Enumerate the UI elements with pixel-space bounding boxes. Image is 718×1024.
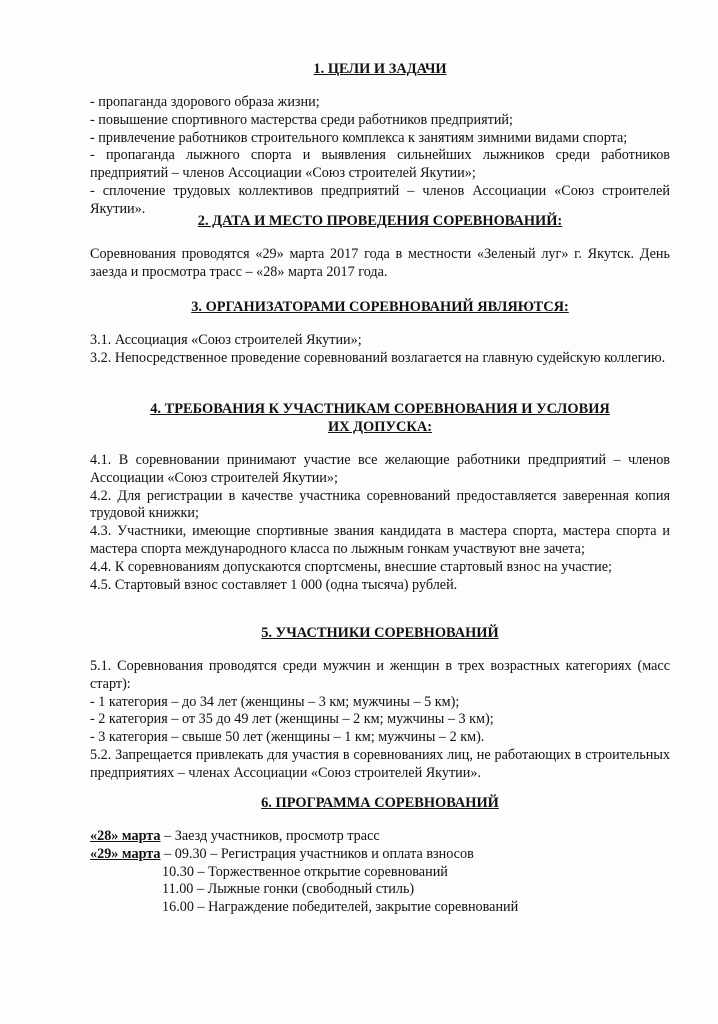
program-text: – Заезд участников, просмотр трасс [160, 828, 380, 844]
section-1-heading: 1. ЦЕЛИ И ЗАДАЧИ [313, 61, 447, 77]
section-4-heading: 4. ТРЕБОВАНИЯ К УЧАСТНИКАМ СОРЕВНОВАНИЯ И УСЛОВИЯ ИХ ДОПУСКА: [150, 401, 610, 435]
program-schedule [90, 828, 650, 917]
section-1-item: - привлечение работников строительного комплекса к занятиям зимними видами спорта; [90, 129, 628, 146]
section-3-body [90, 332, 670, 368]
program-row [90, 899, 650, 917]
section-5-item: 5.1. Соревнования проводятся среди мужчин и женщин в трех возрастных категориях (масс старт): [90, 658, 670, 692]
program-text: 10.30 – Торжественное открытие соревнований [162, 863, 448, 880]
section-3-heading: 3. ОРГАНИЗАТОРАМИ СОРЕВНОВАНИЙ ЯВЛЯЮТСЯ: [191, 299, 569, 315]
section-3-item: 3.1. Ассоциация «Союз строителей Якутии»; [90, 332, 362, 348]
program-day: «29» марта [90, 845, 161, 862]
section-3-item: 3.2. Непосредственное проведение соревнований возлагается на главную судейскую коллегию. [90, 349, 666, 366]
section-4-item: 4.3. Участники, имеющие спортивные звания кандидата в мастера спорта, мастера спорта и мастера спорта международного класса по лыжным гонкам участвуют вне зачета; [90, 523, 670, 557]
section-1-item: - сплочение трудовых коллективов предприятий – членов Ассоциации «Союз строителей Якутии». [90, 182, 670, 217]
program-row [90, 864, 650, 882]
section-2-heading: 2. ДАТА И МЕСТО ПРОВЕДЕНИЯ СОРЕВНОВАНИЙ: [197, 213, 563, 229]
program-day: «28» марта [90, 828, 161, 844]
section-1-item: - пропаганда здорового образа жизни; [90, 94, 320, 110]
section-5-item: - 2 категория – от 35 до 49 лет (женщины – 2 км; мужчины – 3 км); [90, 711, 494, 728]
program-text: – 09.30 – Регистрация участников и оплата взносов [160, 845, 474, 862]
section-4-item: 4.1. В соревновании принимают участие все желающие работники предприятий – членов Ассоциации «Союз строителей Якутии»; [90, 452, 670, 486]
section-1-item: - пропаганда лыжного спорта и выявления сильнейших лыжников среди работников предприятий – членов Ассоциации «Союз строителей Якутии»; [90, 147, 670, 182]
program-text: 16.00 – Награждение победителей, закрытие соревнований [162, 899, 519, 916]
section-1-body [90, 94, 670, 219]
section-4-item: 4.2. Для регистрации в качестве участника соревнований предоставляется заверенная копия трудовой книжки; [90, 487, 670, 522]
program-row [90, 828, 650, 846]
section-2-body [90, 246, 670, 282]
section-4-body [90, 452, 670, 594]
section-5-body [90, 658, 670, 783]
section-6-heading: 6. ПРОГРАММА СОРЕВНОВАНИЙ [261, 795, 499, 811]
section-5-item: 5.2. Запрещается привлекать для участия в соревнованиях лиц, не работающих в строительных предприятиях – членах Ассоциации «Союз строителей Якутии». [90, 746, 670, 781]
section-5-item: - 3 категория – свыше 50 лет (женщины – 1 км; мужчины – 2 км). [90, 729, 485, 746]
section-5-item: - 1 категория – до 34 лет (женщины – 3 км; мужчины – 5 км); [90, 693, 460, 710]
section-2-paragraph: Соревнования проводятся «29» марта 2017 года в местности «Зеленый луг» г. Якутск. День заезда и просмотра трасс – «28» марта 2017 года. [90, 246, 670, 280]
section-1-item: - повышение спортивного мастерства среди работников предприятий; [90, 111, 513, 128]
section-4-item: 4.5. Стартовый взнос составляет 1 000 (одна тысяча) рублей. [90, 576, 458, 593]
section-4-item: 4.4. К соревнованиям допускаются спортсмены, внесшие стартовый взнос на участие; [90, 558, 612, 575]
program-row [90, 846, 650, 864]
section-5-heading: 5. УЧАСТНИКИ СОРЕВНОВАНИЙ [261, 625, 499, 641]
program-row [90, 881, 650, 899]
program-text: 11.00 – Лыжные гонки (свободный стиль) [162, 881, 415, 898]
